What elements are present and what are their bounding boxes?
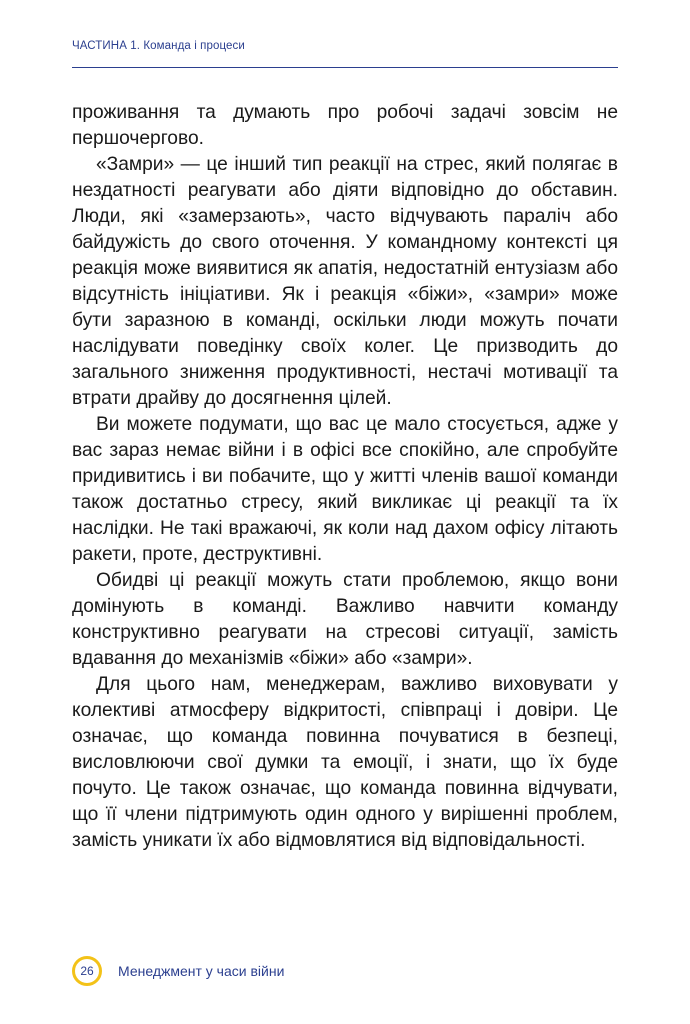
paragraph: Для цього нам, менеджерам, важливо виховувати у колективі атмосферу відкритості, співпраці і довіри. Це означає, що команда повинна почуватися в безпеці, висловлюючи свої думки та емоції, і знати, що їх буде почуто. Це також означає, що команда повинна відчувати, що її члени підтримують один одного у вирішенні проблем, замість уникати їх або відмовлятися від відповідальності. xyxy=(72,674,618,851)
header-divider xyxy=(72,67,618,68)
paragraph: «Замри» — це інший тип реакції на стрес, який полягає в нездатності реагувати або діяти відповідно до обставин. Люди, які «замерзають», часто відчувають параліч або байдужість до свого оточення. У командному контексті ця реакція може виявитися як апатія, недостатній ентузіазм або відсутність ініціативи. Як і реакція «біжи», «замри» може бути заразною в команді, оскільки люди можуть почати наслідувати поведінку своїх колег. Це призводить до загального зниження продуктивності, нестачі мотивації та втрати драйву до досягнення цілей. xyxy=(72,154,618,409)
running-header: ЧАСТИНА 1. Команда і процеси xyxy=(72,40,245,52)
paragraph: Ви можете подумати, що вас це мало стосується, адже у вас зараз немає війни і в офісі все спокійно, але спробуйте придивитись і ви побачите, що у житті членів вашої команди також достатньо стресу, який викликає ці реакції та їх наслідки. Не такі вражаючі, як коли над дахом офісу літають ракети, проте, деструктивні. xyxy=(72,414,618,565)
paragraph: Обидві ці реакції можуть стати проблемою, якщо вони домінують в команді. Важливо навчити команду конструктивно реагувати на стресові ситуації, замість вдавання до механізмів «біжи» або «замри». xyxy=(72,570,618,669)
body-text xyxy=(72,100,618,854)
page-footer xyxy=(72,956,284,986)
book-title: Менеджмент у часи війни xyxy=(118,963,285,979)
paragraph-continuation: проживання та думають про робочі задачі зовсім не першочергово. xyxy=(72,102,618,149)
page-number: 26 xyxy=(80,964,94,978)
page-number-badge xyxy=(72,956,102,986)
